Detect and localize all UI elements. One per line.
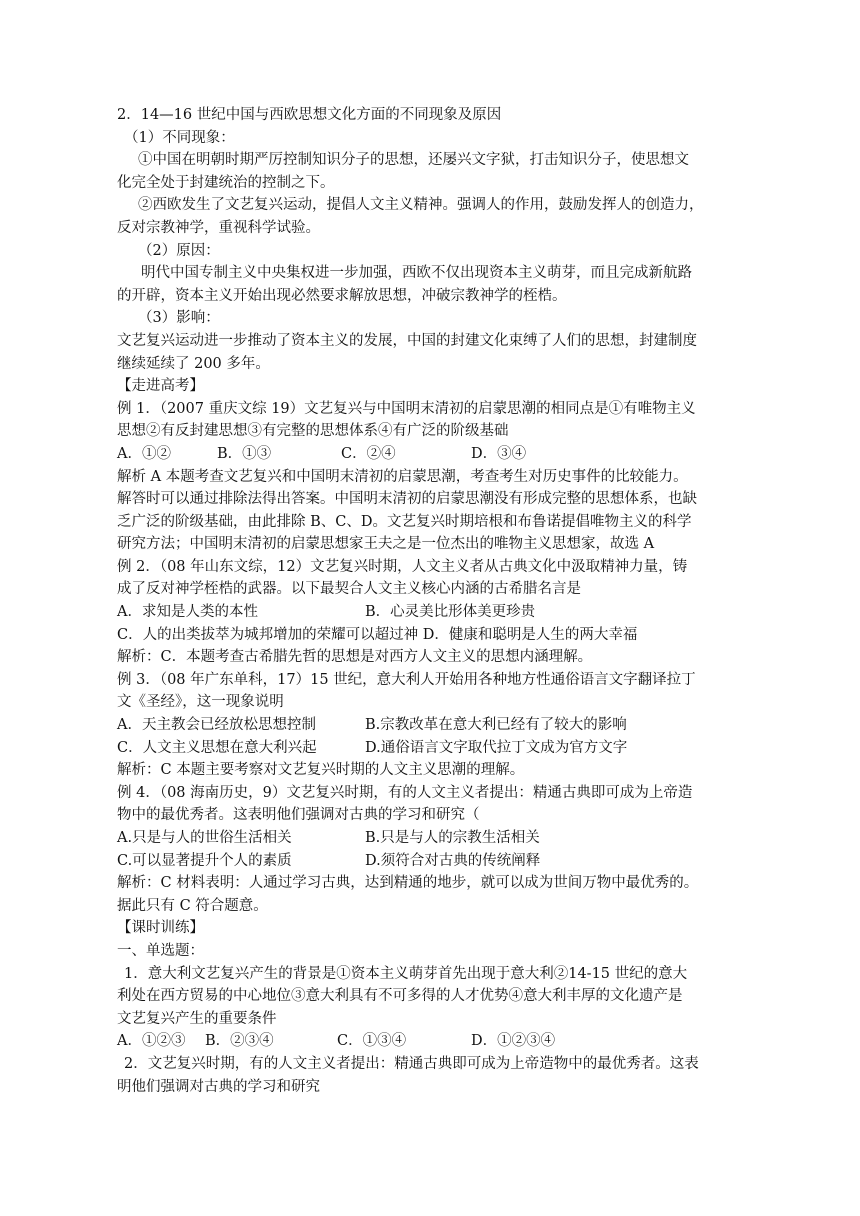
paragraph-line: ①中国在明朝时期严厉控制知识分子的思想，还屡兴文字狱，打击知识分子，使思想文 xyxy=(138,152,689,169)
option: B.宗教改革在意大利已经有了较大的影响 xyxy=(365,717,627,734)
section-title: 2．14—16 世纪中国与西欧思想文化方面的不同现象及原因 xyxy=(117,107,502,123)
explanation-line: 乏广泛的阶级基础，由此排除 B、C、D。文艺复兴时期培根和布鲁诺提倡唯物主义的科学 xyxy=(117,513,692,530)
option: B．心灵美比形体美更珍贵 xyxy=(365,604,536,621)
paragraph-line: 反对宗教神学，重视科学试验。 xyxy=(117,219,320,236)
paragraph-line: 继续延续了 200 多年。 xyxy=(117,355,270,372)
option: B．②③④ xyxy=(205,1033,274,1050)
explanation-line: 研究方法；中国明末清初的启蒙思想家王夫之是一位杰出的唯物主义思想家，故选 A xyxy=(117,536,655,553)
option: A.只是与人的世俗生活相关 xyxy=(117,830,292,846)
option: C．②④ xyxy=(341,445,396,462)
question-line: 2．文艺复兴时期，有的人文主义者提出：精通古典即可成为上帝造物中的最优秀者。这表 xyxy=(124,1055,699,1072)
gaokao-header: 【走进高考】 xyxy=(117,378,204,395)
example-options xyxy=(117,850,743,873)
question-line: 利处在西方贸易的中心地位③意大利具有不可多得的人才优势④意大利丰厚的文化遗产是 xyxy=(117,988,683,1005)
explanation-line: 解答时可以通过排除法得出答案。中国明末清初的启蒙思潮没有形成完整的思想体系，也缺 xyxy=(117,491,697,508)
paragraph-line: 化完全处于封建统治的控制之下。 xyxy=(117,174,335,191)
question-line: 1．意大利文艺复兴产生的背景是①资本主义萌芽首先出现于意大利②14-15 世纪的意大 xyxy=(124,965,688,982)
subheading: （3）影响： xyxy=(138,310,220,327)
example-question: 成了反对神学桎梏的武器。以下最契合人文主义核心内涵的古希腊名言是 xyxy=(117,581,581,598)
example-question: 例 3．（08 年广东单科，17）15 世纪，意大利人开始用各种地方性通俗语言文字翻译拉丁 xyxy=(117,671,696,688)
explanation-line: 据此只有 C 符合题意。 xyxy=(117,897,268,914)
option: A．①② xyxy=(117,445,171,462)
explanation-line: 解析：C 本题主要考察对文艺复兴时期的人文主义思潮的理解。 xyxy=(117,762,525,779)
paragraph-line: 明代中国专制主义中央集权进一步加强，西欧不仅出现资本主义萌芽，而且完成新航路 xyxy=(141,265,692,282)
example-question: 例 4．（08 海南历史，9）文艺复兴时期，有的人文主义者提出：精通古典即可成为上帝造 xyxy=(117,784,693,801)
explanation-line: 解析：C 材料表明：人通过学习古典，达到精通的地步，就可以成为世间万物中最优秀的。 xyxy=(117,875,699,892)
explanation-line: 解析：C．本题考查古希腊先哲的思想是对西方人文主义的思想内涵理解。 xyxy=(117,649,593,666)
option: D．③④ xyxy=(471,445,527,462)
option: D.须符合对古典的传统阐释 xyxy=(365,852,541,869)
subheading: （2）原因： xyxy=(138,242,220,259)
section-label: 一、单选题： xyxy=(117,942,204,959)
practice-header: 【课时训练】 xyxy=(117,920,204,937)
example-options: C．人的出类拔萃为城邦增加的荣耀可以超过神 D．健康和聪明是人生的两大幸福 xyxy=(117,626,638,643)
option: C．人文主义思想在意大利兴起 xyxy=(117,739,317,756)
paragraph-line: ②西欧发生了文艺复兴运动，提倡人文主义精神。强调人的作用，鼓励发挥人的创造力， xyxy=(138,197,704,214)
option: C．①③④ xyxy=(337,1033,407,1050)
question-options xyxy=(117,1030,743,1053)
example-question: 文《圣经》，这一现象说明 xyxy=(117,694,284,711)
option: D.通俗语言文字取代拉丁文成为官方文字 xyxy=(365,739,628,756)
option: C.可以显著提升个人的素质 xyxy=(117,852,292,869)
example-question: 例 2．（08 年山东文综，12）文艺复兴时期，人文主义者从古典文化中汲取精神力量，铸 xyxy=(117,558,688,575)
option: A．①②③ xyxy=(117,1033,186,1050)
option: D．①②③④ xyxy=(471,1033,556,1050)
paragraph-line: 的开辟，资本主义开始出现必然要求解放思想，冲破宗教神学的桎梏。 xyxy=(117,287,567,304)
example-options xyxy=(117,601,743,624)
subheading: （1）不同现象： xyxy=(124,129,235,146)
example-options xyxy=(117,443,743,466)
example-question: 例 1．（2007 重庆文综 19）文艺复兴与中国明末清初的启蒙思潮的相同点是①有唯物主义 xyxy=(117,400,696,417)
question-line: 文艺复兴产生的重要条件 xyxy=(117,1010,277,1027)
question-line: 明他们强调对古典的学习和研究 xyxy=(117,1078,320,1095)
option: A．天主教会已经放松思想控制 xyxy=(117,717,316,734)
example-question: 思想②有反封建思想③有完整的思想体系④有广泛的阶级基础 xyxy=(117,423,509,440)
example-options xyxy=(117,737,743,760)
example-question: 物中的最优秀者。这表明他们强调对古典的学习和研究（ xyxy=(117,807,480,824)
example-options xyxy=(117,714,743,737)
paragraph-line: 文艺复兴运动进一步推动了资本主义的发展，中国的封建文化束缚了人们的思想，封建制度 xyxy=(117,332,697,349)
option: A．求知是人类的本性 xyxy=(117,604,258,621)
example-options xyxy=(117,827,743,850)
option: B．①③ xyxy=(217,445,272,462)
document-page xyxy=(117,104,743,1098)
option: B.只是与人的宗教生活相关 xyxy=(365,830,540,846)
explanation-line: 解析 A 本题考查文艺复兴和中国明末清初的启蒙思潮，考查考生对历史事件的比较能力。 xyxy=(117,468,688,485)
